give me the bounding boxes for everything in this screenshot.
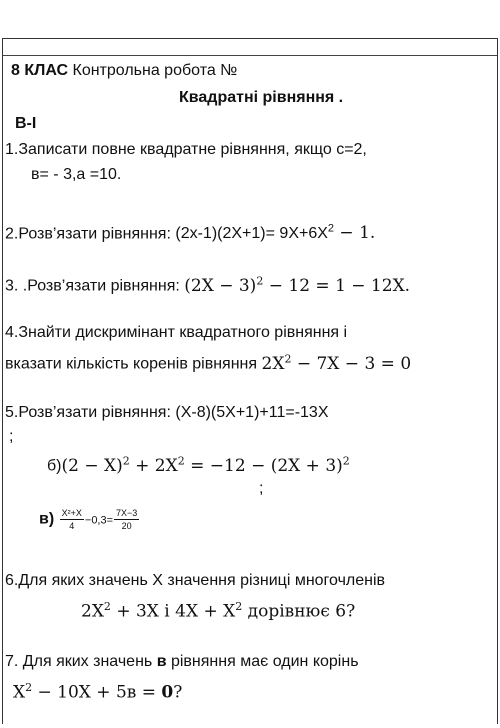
task2 bbox=[5, 219, 375, 244]
task1-line2: в= - 3,а =10. bbox=[31, 166, 122, 183]
task5-part-b: $б)(2 - X)^2 + 2X^2 = -12 - (2X + 3)^2$ bbox=[47, 454, 350, 476]
table-divider bbox=[3, 55, 497, 56]
task3 bbox=[5, 271, 410, 297]
task5-part-c: в) $\frac{\text{X²+X}}{4}$ −0,3= $\frac{7X-3}{20}$ bbox=[39, 508, 138, 531]
variant-label: В-І bbox=[15, 115, 37, 132]
task7-line1: 7. Для яких значень в рівняння має один корінь bbox=[5, 653, 359, 670]
task4-line1: 4.Знайти дискримінант квадратного рівняння і bbox=[5, 324, 348, 341]
task4-line2: вказати кількість коренів рівняння $2X^2 - 7X - 3 = 0$ bbox=[5, 352, 412, 374]
task6-line1: 6.Для яких значень X значення різниці многочленів bbox=[5, 572, 386, 589]
grade-label: 8 КЛАС bbox=[11, 62, 69, 79]
task5-equation: (X-8)(5X+1)+11=-13X bbox=[175, 404, 329, 421]
task2-equation: $(2x-1)(2X+1)= 9X+6X^2 - 1$. bbox=[175, 223, 376, 244]
task5-b-semicolon: ; bbox=[259, 480, 264, 497]
task4-equation: $2X^2 - 7X - 3 = 0$ bbox=[261, 352, 412, 374]
test-title: Контрольна робота № bbox=[72, 62, 238, 79]
fraction-2: $\frac{7X-3}{20}$ bbox=[116, 508, 138, 531]
task3-equation: $(2X - 3)^2 - 12 = 1 - 12X$. bbox=[184, 274, 411, 296]
task1-line1: 1.Записати повне квадратне рівняння, якщо с=2, bbox=[5, 141, 367, 158]
task6-equation: $2X^2 + 3X$ і $4X + X^2$ дорівнює 6? bbox=[81, 600, 356, 622]
worksheet bbox=[2, 38, 498, 724]
worksheet-header bbox=[11, 61, 237, 81]
task5-label: 5.Розв’язати рівняння: bbox=[5, 404, 171, 421]
task5-semicolon: ; bbox=[9, 428, 14, 445]
task7-equation: $X^2 - 10X + 5в = 0$? bbox=[13, 681, 183, 703]
task3-label: 3. .Розв’язати рівняння: bbox=[5, 277, 180, 295]
fraction-1: $\frac{\text{X²+X}}{4}$ bbox=[61, 508, 82, 531]
task2-label: 2.Розв’язати рівняння: bbox=[5, 225, 171, 243]
topic-title: Квадратні рівняння . bbox=[179, 89, 344, 106]
task5 bbox=[5, 403, 329, 423]
